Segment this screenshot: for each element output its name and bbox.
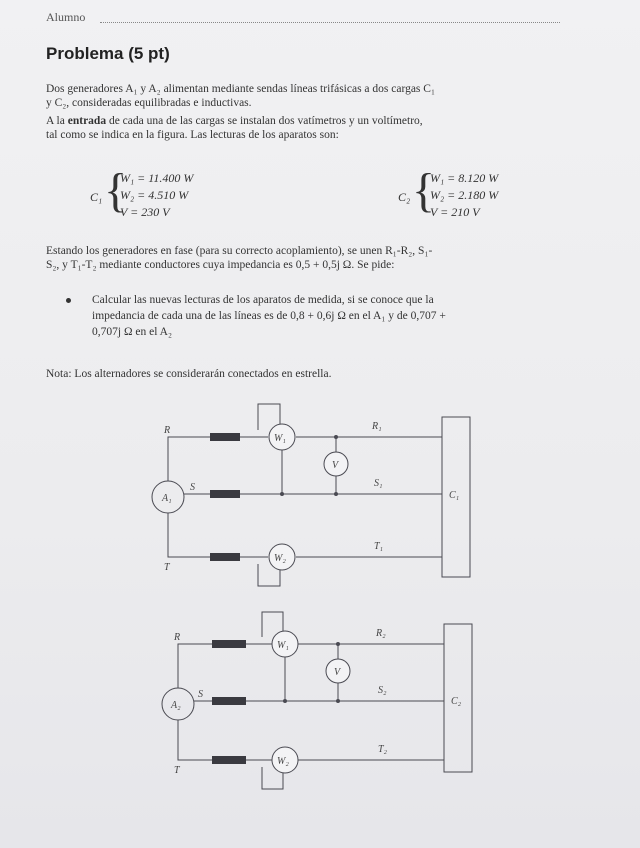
wire-r2-gen [178, 644, 212, 688]
line-r1-label: R₁ [372, 421, 382, 432]
intro-line-3: A la entrada de cada una de las cargas se instalan dos vatímetros y un voltímetro, [46, 115, 423, 127]
circuit-1 [152, 404, 470, 586]
c1-w2-reading: W₂ = 4.510 W [120, 188, 189, 202]
load-c1-label: C₁ [449, 490, 460, 501]
node-s2-w1 [283, 699, 287, 703]
line-t2-label: T₂ [378, 744, 388, 755]
meter-v-c2-label: V [334, 667, 341, 678]
meter-w2-c1-label: W₂ [274, 553, 286, 564]
c2-w1-reading: W₁ = 8.120 W [430, 171, 499, 185]
readings-c1-label: C₁ [90, 190, 103, 204]
meter-w1-c2-label: W₁ [277, 640, 289, 651]
circuit-2 [162, 612, 472, 789]
impedance-r1 [210, 433, 240, 441]
phase-s2-label: S [198, 689, 203, 700]
connection-line-1: Estando los generadores en fase (para su correcto acoplamiento), se unen R₁-R₂, S₁- [46, 245, 433, 257]
impedance-s1 [210, 490, 240, 498]
load-c2-label: C₂ [451, 696, 462, 707]
intro-line-4: tal como se indica en la figura. Las lecturas de los aparatos son: [46, 129, 339, 141]
impedance-t1 [210, 553, 240, 561]
meter-v-c1-label: V [332, 460, 339, 471]
task-line-2: impedancia de cada una de las líneas es de 0,8 + 0,6j Ω en el A₁ y de 0,707 + [92, 310, 446, 322]
meter-w2-c2-label: W₂ [277, 756, 289, 767]
line-s1-label: S₁ [374, 478, 383, 489]
impedance-t2 [212, 756, 246, 764]
note-text: Nota: Los alternadores se considerarán conectados en estrella. [46, 368, 332, 380]
impedance-s2 [212, 697, 246, 705]
intro-line-1: Dos generadores A₁ y A₂ alimentan mediante sendas líneas trifásicas a dos cargas C₁ [46, 83, 435, 95]
phase-r1-label: R [164, 425, 171, 436]
connection-line-2: S₂, y T₁-T₂ mediante conductores cuya impedancia es 0,5 + 0,5j Ω. Se pide: [46, 259, 395, 271]
phase-t1-label: T [164, 562, 170, 573]
c2-w2-reading: W₂ = 2.180 W [430, 188, 499, 202]
readings-c2-label: C₂ [398, 190, 411, 204]
generator-a1-label: A₁ [162, 493, 172, 504]
c2-v-reading: V = 210 V [430, 205, 480, 219]
intro-line-2: y C₂, consideradas equilibradas e inductivas. [46, 97, 252, 109]
task-line-3: 0,707j Ω en el A₂ [92, 326, 172, 338]
brace-c1: { [104, 164, 128, 217]
node-s2-v [336, 699, 340, 703]
node-r1-v [334, 435, 338, 439]
line-s2-label: S₂ [378, 685, 387, 696]
line-r2-label: R₂ [376, 628, 386, 639]
phase-s1-label: S [190, 482, 195, 493]
entrada-bold: entrada [67, 115, 107, 127]
generator-a2-label: A₂ [171, 700, 181, 711]
task-line-1: Calcular las nuevas lecturas de los aparatos de medida, si se conoce que la [92, 294, 434, 306]
wire-t1-gen [168, 513, 210, 557]
problem-title: Problema (5 pt) [46, 44, 170, 63]
node-r2-v [336, 642, 340, 646]
impedance-r2 [212, 640, 246, 648]
node-s1-v [334, 492, 338, 496]
node-s1-w1 [280, 492, 284, 496]
meter-w1-c1-label: W₁ [274, 433, 286, 444]
wire-t2-gen [178, 720, 212, 760]
brace-c2: { [412, 164, 436, 217]
c1-v-reading: V = 230 V [120, 205, 170, 219]
alumno-label: Alumno [46, 10, 86, 24]
c1-w1-reading: W₁ = 11.400 W [120, 171, 194, 185]
phase-r2-label: R [174, 632, 181, 643]
phase-t2-label: T [174, 765, 180, 776]
wire-r1-gen [168, 437, 210, 481]
line-t1-label: T₁ [374, 541, 384, 552]
